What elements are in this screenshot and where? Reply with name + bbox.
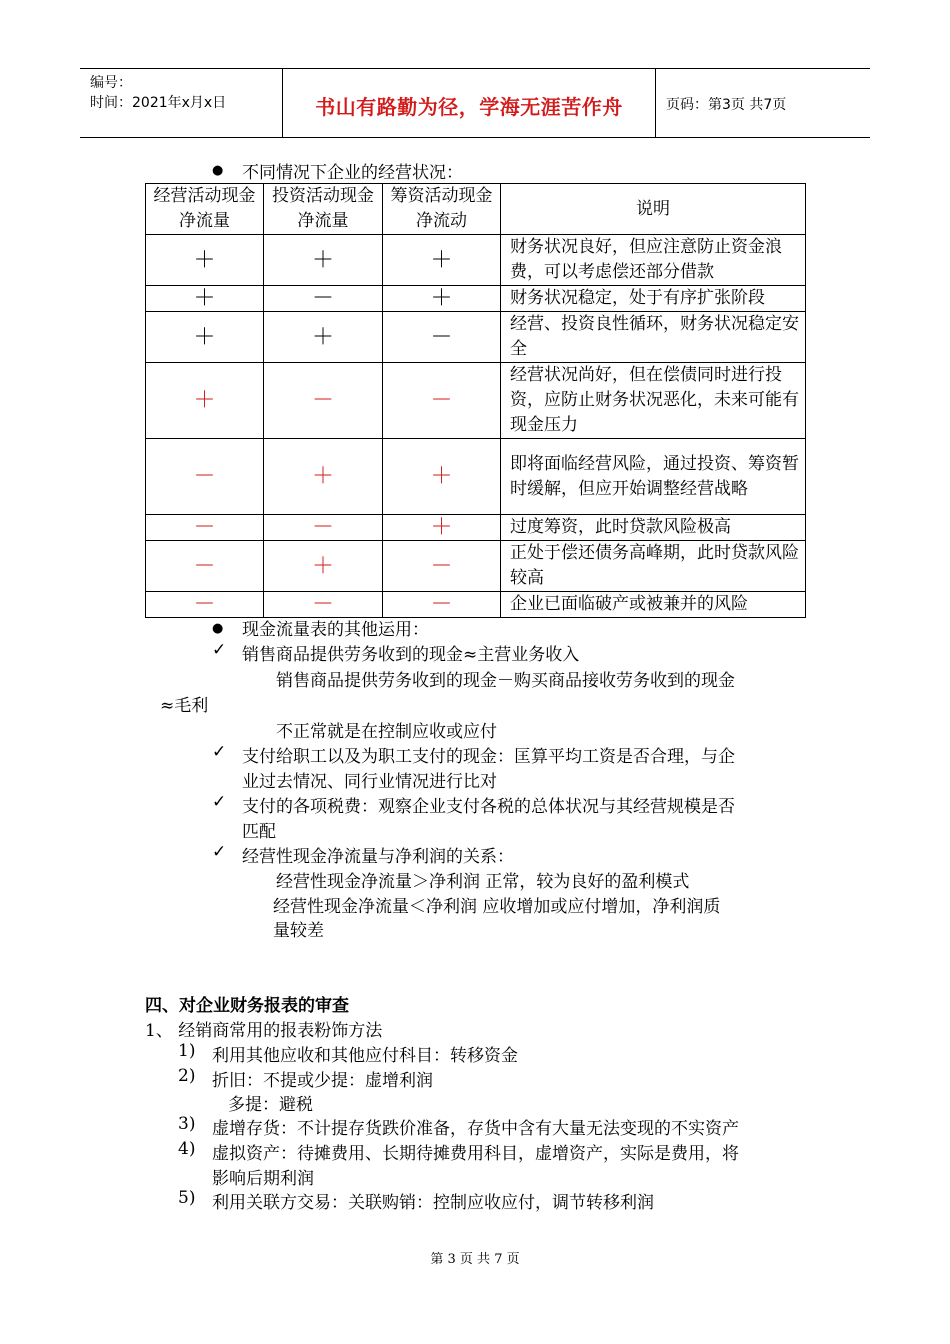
row-description: 财务状况稳定，处于有序扩张阶段 xyxy=(501,286,806,312)
check-item-3-line-a: 支付的各项税费：观察企业支付各税的总体状况与其经营规模是否 xyxy=(242,797,735,817)
financing-sign: － xyxy=(383,312,501,363)
motto: 书山有路勤为径，学海无涯苦作舟 xyxy=(315,95,623,119)
operating-sign: － xyxy=(146,515,264,541)
list-item: 虚拟资产：待摊费用、长期待摊费用科目，虚增资产，实际是费用，将 xyxy=(212,1144,739,1164)
financing-sign: ＋ xyxy=(383,286,501,312)
list-item-number: 1) xyxy=(178,1041,196,1061)
table-header-row xyxy=(146,184,806,235)
financing-sign: ＋ xyxy=(383,235,501,286)
number-label: 编号： xyxy=(90,75,132,91)
bullet-icon: ● xyxy=(212,163,224,178)
header-operating: 经营活动现金净流量 xyxy=(146,184,264,235)
operating-sign: － xyxy=(146,592,264,618)
table-row xyxy=(146,312,806,363)
operating-sign: ＋ xyxy=(146,286,264,312)
header-right-cell xyxy=(656,69,870,137)
situation-title: 不同情况下企业的经营状况： xyxy=(242,163,463,183)
checkmark-icon: ✓ xyxy=(212,640,227,660)
list-item-number: 3) xyxy=(178,1114,196,1134)
investing-sign: － xyxy=(264,363,383,439)
investing-sign: － xyxy=(264,515,383,541)
subsection-1: 1、 经销商常用的报表粉饰方法 xyxy=(145,1021,383,1041)
check-item-2-line-b: 业过去情况、同行业情况进行比对 xyxy=(242,772,497,792)
checkmark-icon: ✓ xyxy=(212,792,227,812)
operating-sign: ＋ xyxy=(146,235,264,286)
check-item-1-sub-c: 不正常就是在控制应收或应付 xyxy=(276,722,497,742)
check-item-1: 销售商品提供劳务收到的现金≈主营业务收入 xyxy=(242,645,580,665)
list-item-number: 4) xyxy=(178,1139,196,1159)
list-item: 利用其他应收和其他应付科目：转移资金 xyxy=(212,1046,518,1066)
list-item: 虚增存货：不计提存货跌价准备，存货中含有大量无法变现的不实资产 xyxy=(212,1119,739,1139)
header-financing: 筹资活动现金净流动 xyxy=(383,184,501,235)
table-row xyxy=(146,235,806,286)
row-description: 正处于偿还债务高峰期，此时贷款风险较高 xyxy=(501,541,806,592)
check-item-4-sub-c: 量较差 xyxy=(273,921,324,941)
table-row xyxy=(146,541,806,592)
list-item: 多提：避税 xyxy=(228,1095,313,1115)
investing-sign: － xyxy=(264,592,383,618)
page-footer: 第 3 页 共 7 页 xyxy=(430,1252,520,1267)
list-item-number: 5) xyxy=(178,1188,196,1208)
other-uses-title: 现金流量表的其他运用： xyxy=(242,620,429,640)
investing-sign: － xyxy=(264,286,383,312)
operating-sign: － xyxy=(146,541,264,592)
cashflow-table xyxy=(145,183,806,618)
time-label: 时间：2021年x月x日 xyxy=(90,95,227,111)
investing-sign: ＋ xyxy=(264,235,383,286)
row-description: 财务状况良好，但应注意防止资金浪费，可以考虑偿还部分借款 xyxy=(501,235,806,286)
header-left-cell xyxy=(80,69,283,137)
list-item: 折旧：不提或少提：虚增利润 xyxy=(212,1071,433,1091)
list-item: 利用关联方交易：关联购销：控制应收应付，调节转移利润 xyxy=(212,1193,654,1213)
header-description: 说明 xyxy=(501,184,806,235)
table-row xyxy=(146,439,806,515)
table-row xyxy=(146,363,806,439)
table-row xyxy=(146,515,806,541)
header-center-cell xyxy=(283,69,656,137)
row-description: 经营、投资良性循环，财务状况稳定安全 xyxy=(501,312,806,363)
bullet-icon: ● xyxy=(212,621,224,636)
page-code: 页码：第3页 共7页 xyxy=(666,97,787,113)
table-row xyxy=(146,592,806,618)
table-row xyxy=(146,286,806,312)
section-heading: 四、对企业财务报表的审查 xyxy=(145,996,349,1016)
investing-sign: ＋ xyxy=(264,312,383,363)
financing-sign: ＋ xyxy=(383,439,501,515)
row-description: 企业已面临破产或被兼并的风险 xyxy=(501,592,806,618)
header-investing: 投资活动现金净流量 xyxy=(264,184,383,235)
financing-sign: ＋ xyxy=(383,515,501,541)
row-description: 即将面临经营风险，通过投资、筹资暂时缓解，但应开始调整经营战略 xyxy=(501,439,806,515)
list-item: 影响后期利润 xyxy=(212,1169,314,1189)
financing-sign: － xyxy=(383,363,501,439)
row-description: 过度筹资，此时贷款风险极高 xyxy=(501,515,806,541)
check-item-4-sub-a: 经营性现金净流量＞净利润 正常，较为良好的盈利模式 xyxy=(276,872,690,892)
page-header xyxy=(80,68,870,138)
list-item-number: 2) xyxy=(178,1066,196,1086)
checkmark-icon: ✓ xyxy=(212,842,227,862)
operating-sign: － xyxy=(146,439,264,515)
check-item-1-sub-b: ≈毛利 xyxy=(160,696,209,716)
investing-sign: ＋ xyxy=(264,541,383,592)
check-item-4-sub-b: 经营性现金净流量＜净利润 应收增加或应付增加，净利润质 xyxy=(273,897,721,917)
check-item-1-sub-a: 销售商品提供劳务收到的现金－购买商品接收劳务收到的现金 xyxy=(276,671,735,691)
financing-sign: － xyxy=(383,592,501,618)
investing-sign: ＋ xyxy=(264,439,383,515)
check-item-2-line-a: 支付给职工以及为职工支付的现金：匡算平均工资是否合理，与企 xyxy=(242,747,735,767)
row-description: 经营状况尚好，但在偿债同时进行投资，应防止财务状况恶化，未来可能有现金压力 xyxy=(501,363,806,439)
check-item-3-line-b: 匹配 xyxy=(242,822,276,842)
operating-sign: ＋ xyxy=(146,312,264,363)
operating-sign: ＋ xyxy=(146,363,264,439)
financing-sign: － xyxy=(383,541,501,592)
check-item-4: 经营性现金净流量与净利润的关系： xyxy=(242,847,514,867)
checkmark-icon: ✓ xyxy=(212,742,227,762)
